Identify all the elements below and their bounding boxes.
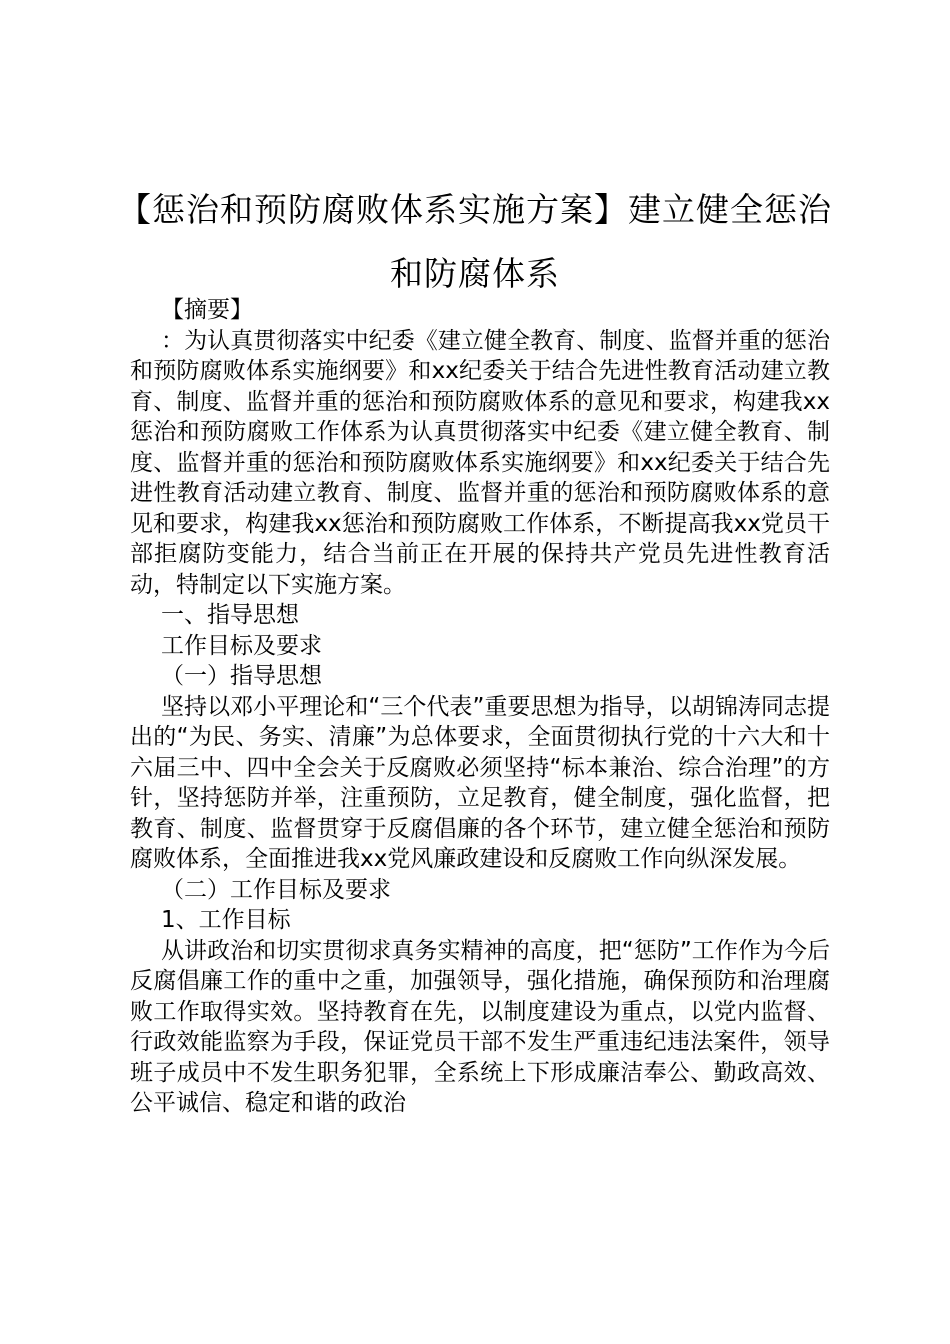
guiding-ideology-paragraph: 坚持以邓小平理论和“三个代表”重要思想为指导，以胡锦涛同志提出的“为民、务实、清廉”为总体要求，全面贯彻执行党的十六大和十六届三中、四中全会关于反腐败必须坚持“标本兼治、综合治理”的方针，坚持惩防并举，注重预防，立足教育，健全制度，强化监督，把教育、制度、监督贯穿于反腐倡廉的各个环节，建立健全惩治和预防腐败体系，全面推进我xx党风廉政建设和反腐败工作向纵深发展。	[130, 693, 830, 872]
section-heading-guiding-ideology: 一、指导思想	[161, 602, 299, 628]
subsection-heading-guiding-ideology: （一）指导思想	[161, 663, 322, 689]
document-body	[130, 295, 830, 1119]
summary-label: 【摘要】	[161, 297, 253, 323]
subsection-heading-goals-requirements: （二）工作目标及要求	[161, 876, 391, 903]
summary-paragraph: ：为认真贯彻落实中纪委《建立健全教育、制度、监督并重的惩治和预防腐败体系实施纲要》和xx纪委关于结合先进性教育活动建立教育、制度、监督并重的惩治和预防腐败体系的意见和要求，构建我xx惩治和预防腐败工作体系为认真贯彻落实中纪委《建立健全教育、制度、监督并重的惩治和预防腐败体系实施纲要》和xx纪委关于结合先进性教育活动建立教育、制度、监督并重的惩治和预防腐败体系的意见和要求，构建我xx惩治和预防腐败工作体系，不断提高我xx党员干部拒腐防变能力，结合当前正在开展的保持共产党员先进性教育活动，特制定以下实施方案。	[130, 327, 830, 598]
item-heading-work-goals: 1、工作目标	[161, 907, 291, 933]
section-subheading-goals: 工作目标及要求	[161, 632, 322, 659]
document-title: 【惩治和预防腐败体系实施方案】建立健全惩治和防腐体系	[118, 190, 832, 293]
work-goals-paragraph: 从讲政治和切实贯彻求真务实精神的高度，把“惩防”工作作为今后反腐倡廉工作的重中之重，加强领导，强化措施，确保预防和治理腐败工作取得实效。坚持教育在先，以制度建设为重点，以党内监督、行政效能监察为手段，保证党员干部不发生严重违纪违法案件，领导班子成员中不发生职务犯罪，全系统上下形成廉洁奉公、勤政高效、公平诚信、稳定和谐的政治	[130, 937, 830, 1116]
